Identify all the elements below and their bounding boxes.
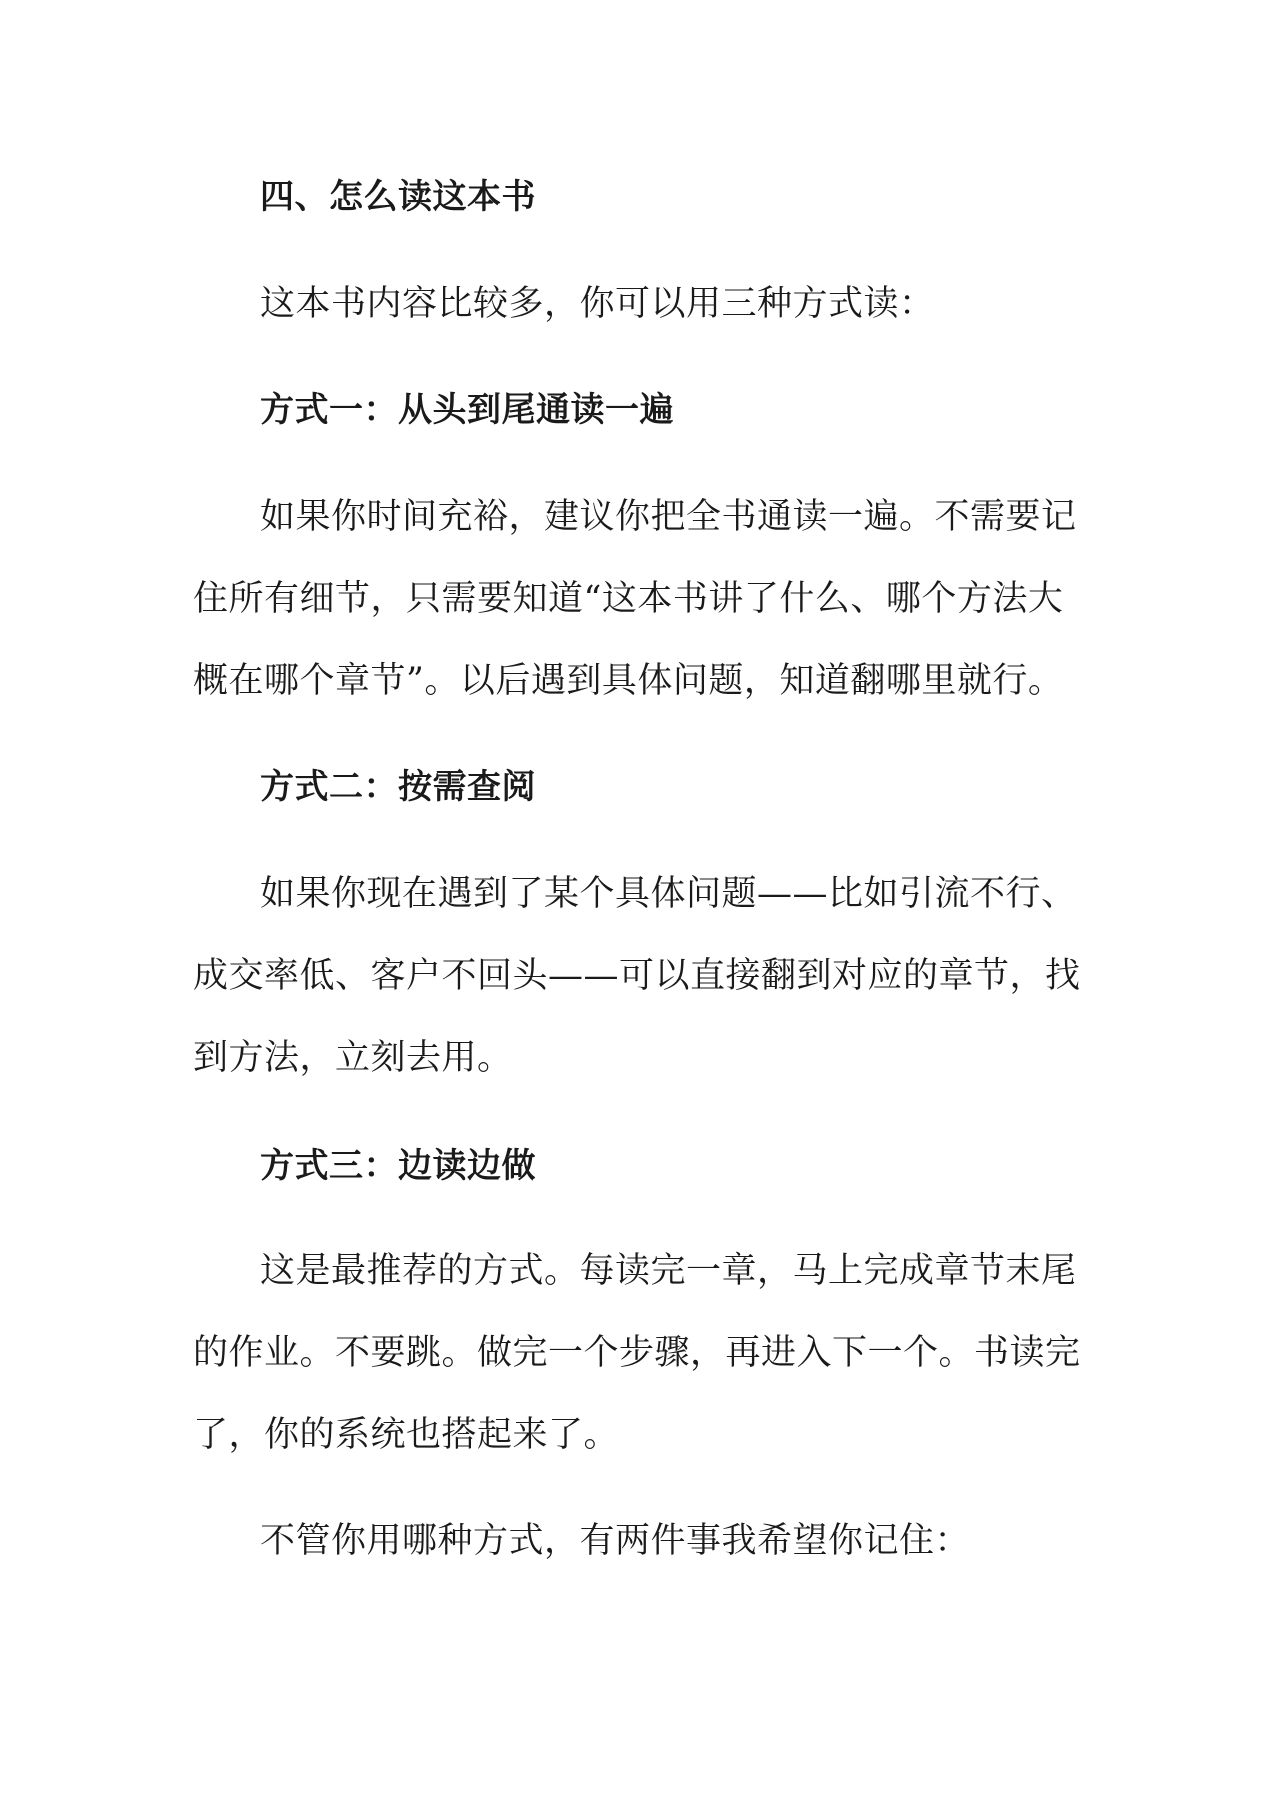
method-1-title: 方式一：从头到尾通读一遍 <box>260 390 674 430</box>
intro-paragraph: 这本书内容比较多，你可以用三种方式读： <box>260 284 935 324</box>
method-3-body: 这是最推荐的方式。每读完一章，马上完成章节末尾的作业。不要跳。做完一个步骤，再进入下一个。书读完了，你的系统也搭起来了。 <box>193 1251 1081 1455</box>
section-heading: 四、怎么读这本书 <box>260 177 536 217</box>
method-2-title: 方式二：按需查阅 <box>260 767 536 807</box>
method-1-body: 如果你时间充裕，建议你把全书通读一遍。不需要记住所有细节，只需要知道“这本书讲了什么、哪个方法大概在哪个章节”。以后遇到具体问题，知道翻哪里就行。 <box>193 497 1077 701</box>
method-3-title: 方式三：边读边做 <box>260 1146 536 1186</box>
method-2-body: 如果你现在遇到了某个具体问题——比如引流不行、成交率低、客户不回头——可以直接翻到对应的章节，找到方法，立刻去用。 <box>193 874 1081 1078</box>
closing-paragraph: 不管你用哪种方式，有两件事我希望你记住： <box>260 1521 971 1561</box>
